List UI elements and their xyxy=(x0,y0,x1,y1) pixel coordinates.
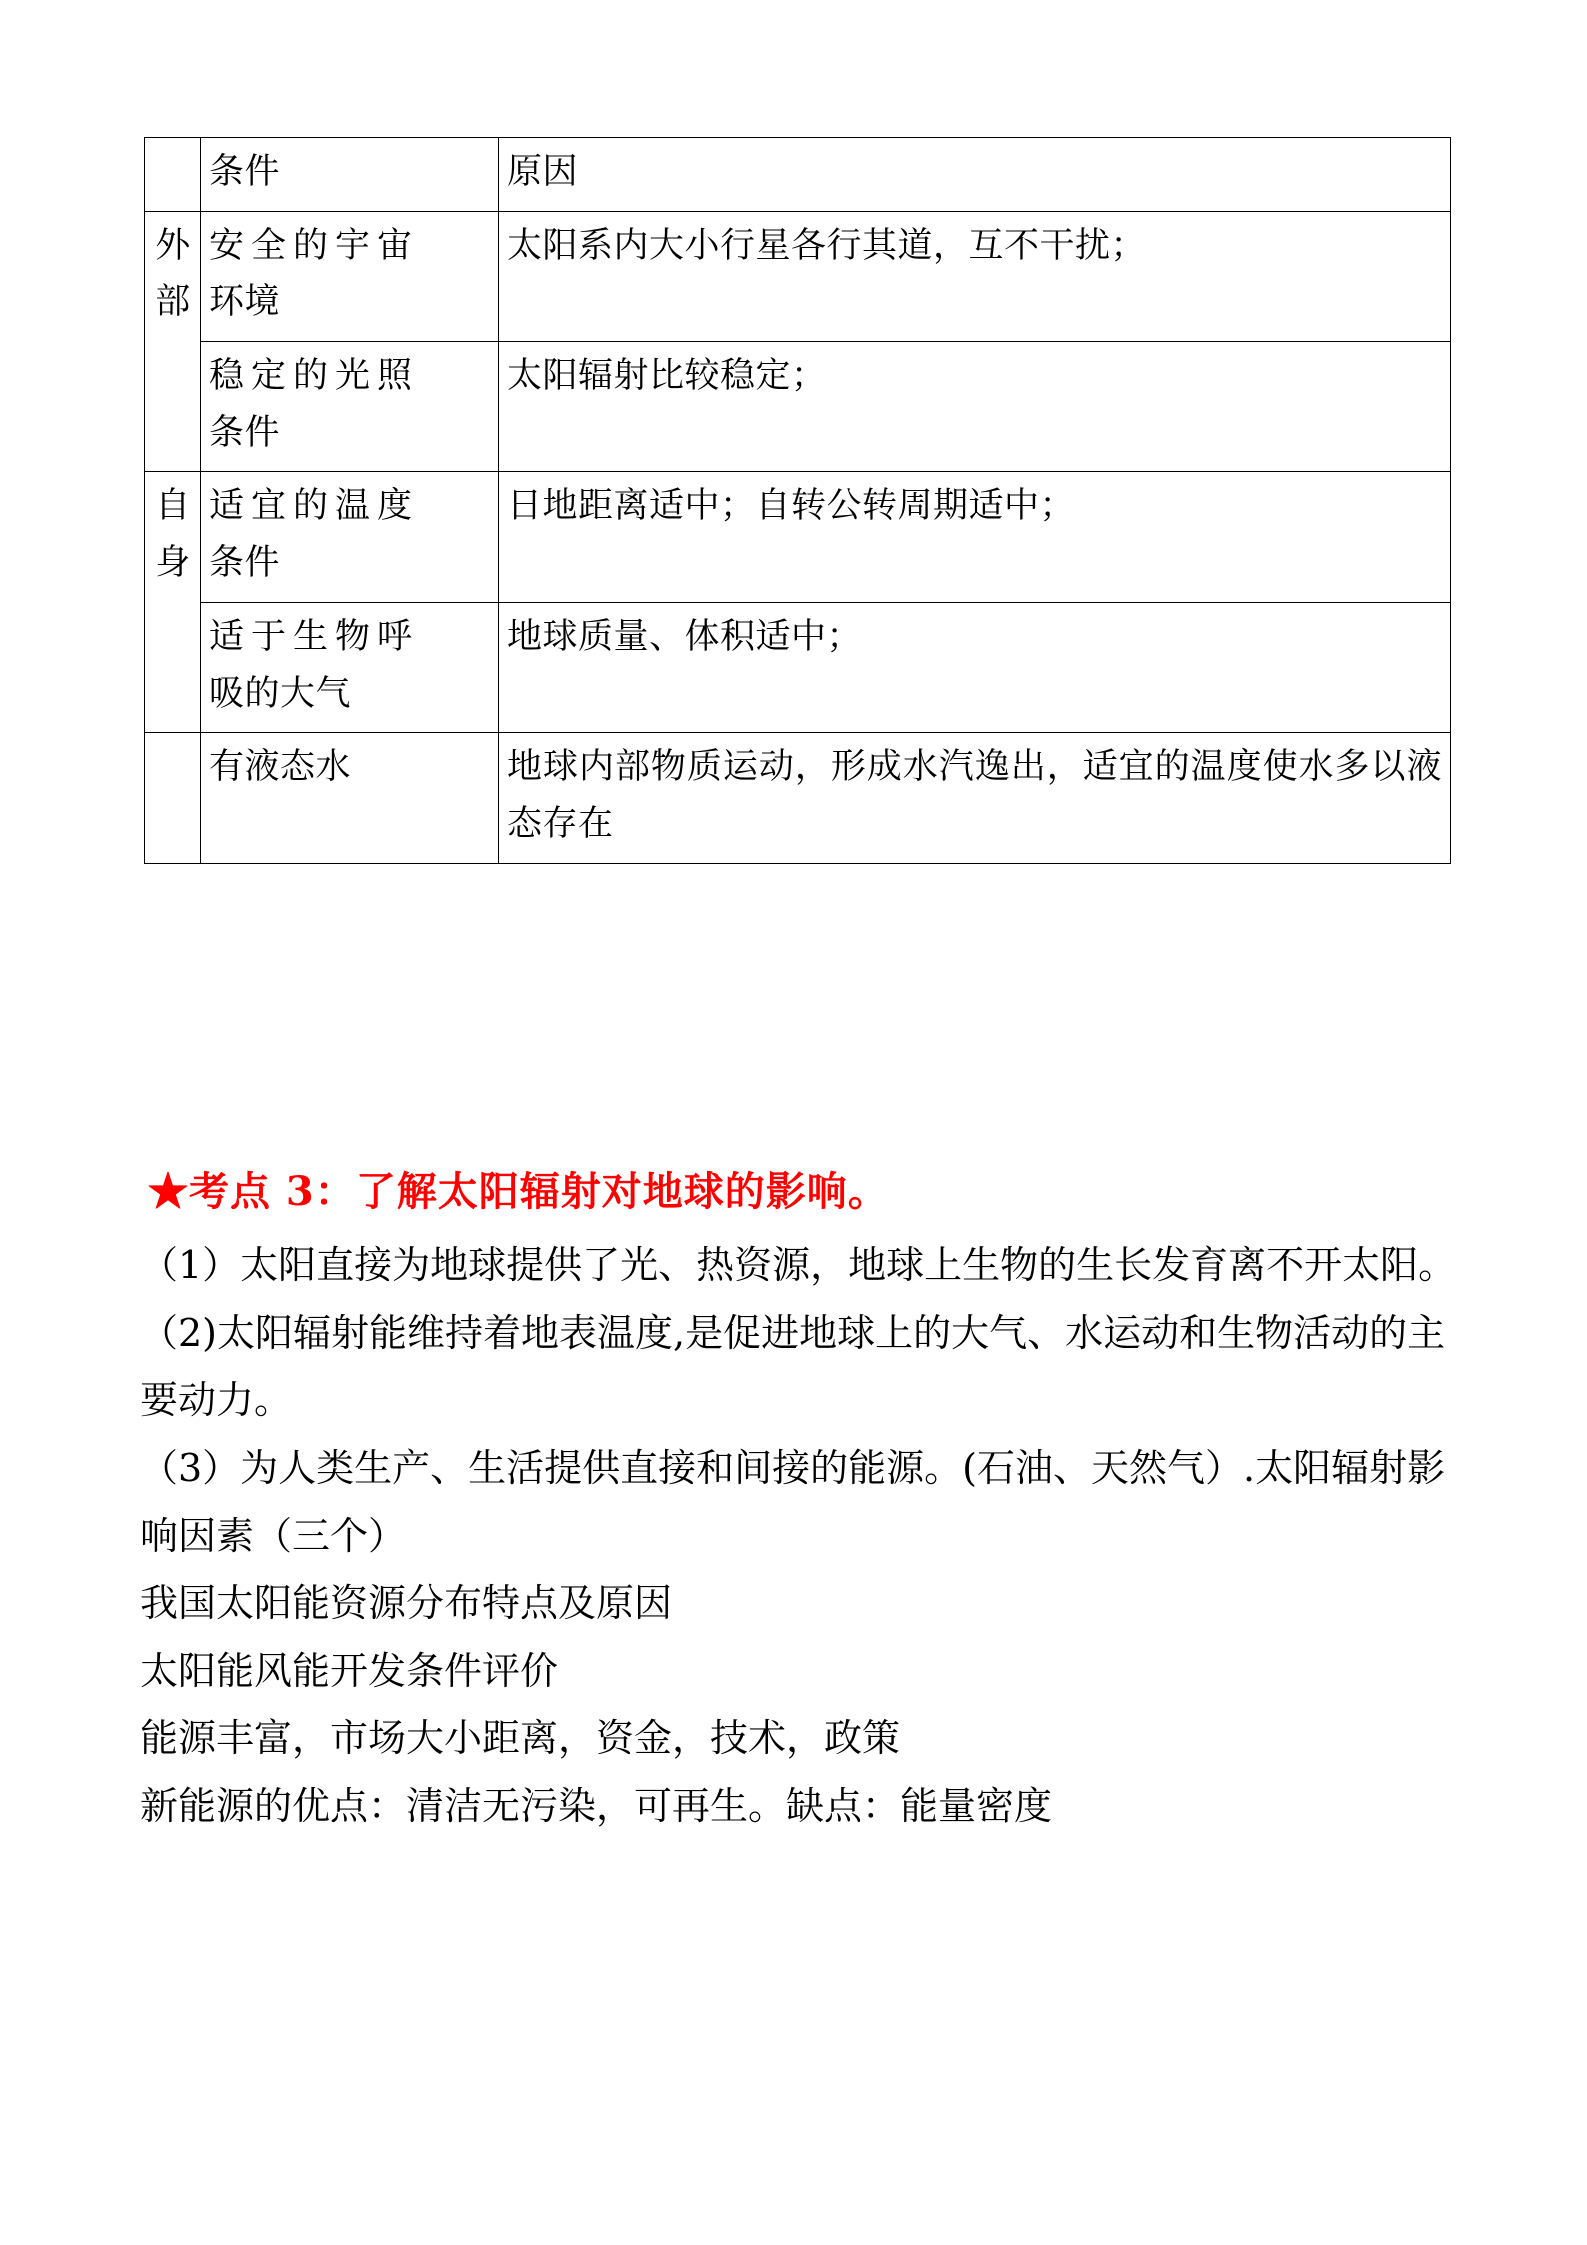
category-label-self: 自身 xyxy=(155,486,191,584)
category-cell-external xyxy=(145,211,201,472)
condition-cell-temperature xyxy=(201,472,499,602)
body-paragraphs xyxy=(140,1232,1460,1841)
condition-line-2: 吸的大气 xyxy=(209,673,352,714)
earth-life-conditions-table xyxy=(144,137,1451,864)
condition-line-2: 环境 xyxy=(209,282,281,323)
paragraph-1: （1）太阳直接为地球提供了光、热资源，地球上生物的生长发育离不开太阳。 xyxy=(140,1243,1457,1287)
conditions-table-container xyxy=(144,137,1450,864)
condition-cell-safe-space xyxy=(201,211,499,341)
reason-cell-atmosphere: 地球质量、体积适中； xyxy=(499,602,1451,732)
condition-line-1: 适于生物呼 xyxy=(209,616,420,657)
section-heading-text: 考点 3：了解太阳辐射对地球的影响。 xyxy=(189,1168,889,1215)
table-row xyxy=(145,342,1451,472)
table-header-row xyxy=(145,138,1451,212)
paragraph-5: 太阳能风能开发条件评价 xyxy=(140,1648,559,1693)
condition-line-2: 条件 xyxy=(209,412,281,453)
table-row xyxy=(145,211,1451,341)
paragraph-6: 能源丰富，市场大小距离，资金，技术，政策 xyxy=(140,1716,901,1761)
paragraph-4: 我国太阳能资源分布特点及原因 xyxy=(140,1581,673,1626)
section-heading-kaodian-3 xyxy=(148,1160,889,1217)
paragraph-3: （3）为人类生产、生活提供直接和间接的能源。(石油、天然气）.太阳辐射影响因素（三个） xyxy=(140,1445,1446,1558)
reason-cell-temperature: 日地距离适中；自转公转周期适中； xyxy=(499,472,1451,602)
condition-line-2: 条件 xyxy=(209,543,281,584)
paragraph-2: （2)太阳辐射能维持着地表温度,是促进地球上的大气、水运动和生物活动的主要动力。 xyxy=(140,1310,1446,1423)
condition-cell-atmosphere xyxy=(201,602,499,732)
condition-line-1: 稳定的光照 xyxy=(209,356,420,397)
reason-cell-stable-light: 太阳辐射比较稳定； xyxy=(499,342,1451,472)
category-cell-empty xyxy=(145,733,201,863)
condition-line-1: 有液态水 xyxy=(209,747,352,788)
table-row xyxy=(145,602,1451,732)
paragraph-7: 新能源的优点：清洁无污染，可再生。缺点：能量密度 xyxy=(140,1784,1053,1828)
header-cell-condition: 条件 xyxy=(201,138,499,212)
condition-cell-liquid-water xyxy=(201,733,499,863)
condition-line-1: 适宜的温度 xyxy=(209,486,420,527)
condition-line-1: 安全的宇宙 xyxy=(209,225,420,266)
category-cell-self xyxy=(145,472,201,733)
reason-cell-liquid-water: 地球内部物质运动，形成水汽逸出，适宜的温度使水多以液态存在 xyxy=(499,733,1451,863)
header-cell-reason: 原因 xyxy=(499,138,1451,212)
reason-cell-safe-space: 太阳系内大小行星各行其道，互不干扰； xyxy=(499,211,1451,341)
star-icon: ★ xyxy=(148,1168,189,1215)
condition-cell-stable-light xyxy=(201,342,499,472)
header-cell-category xyxy=(145,138,201,212)
table-row xyxy=(145,472,1451,602)
category-label-external: 外部 xyxy=(155,225,191,323)
table-row xyxy=(145,733,1451,863)
